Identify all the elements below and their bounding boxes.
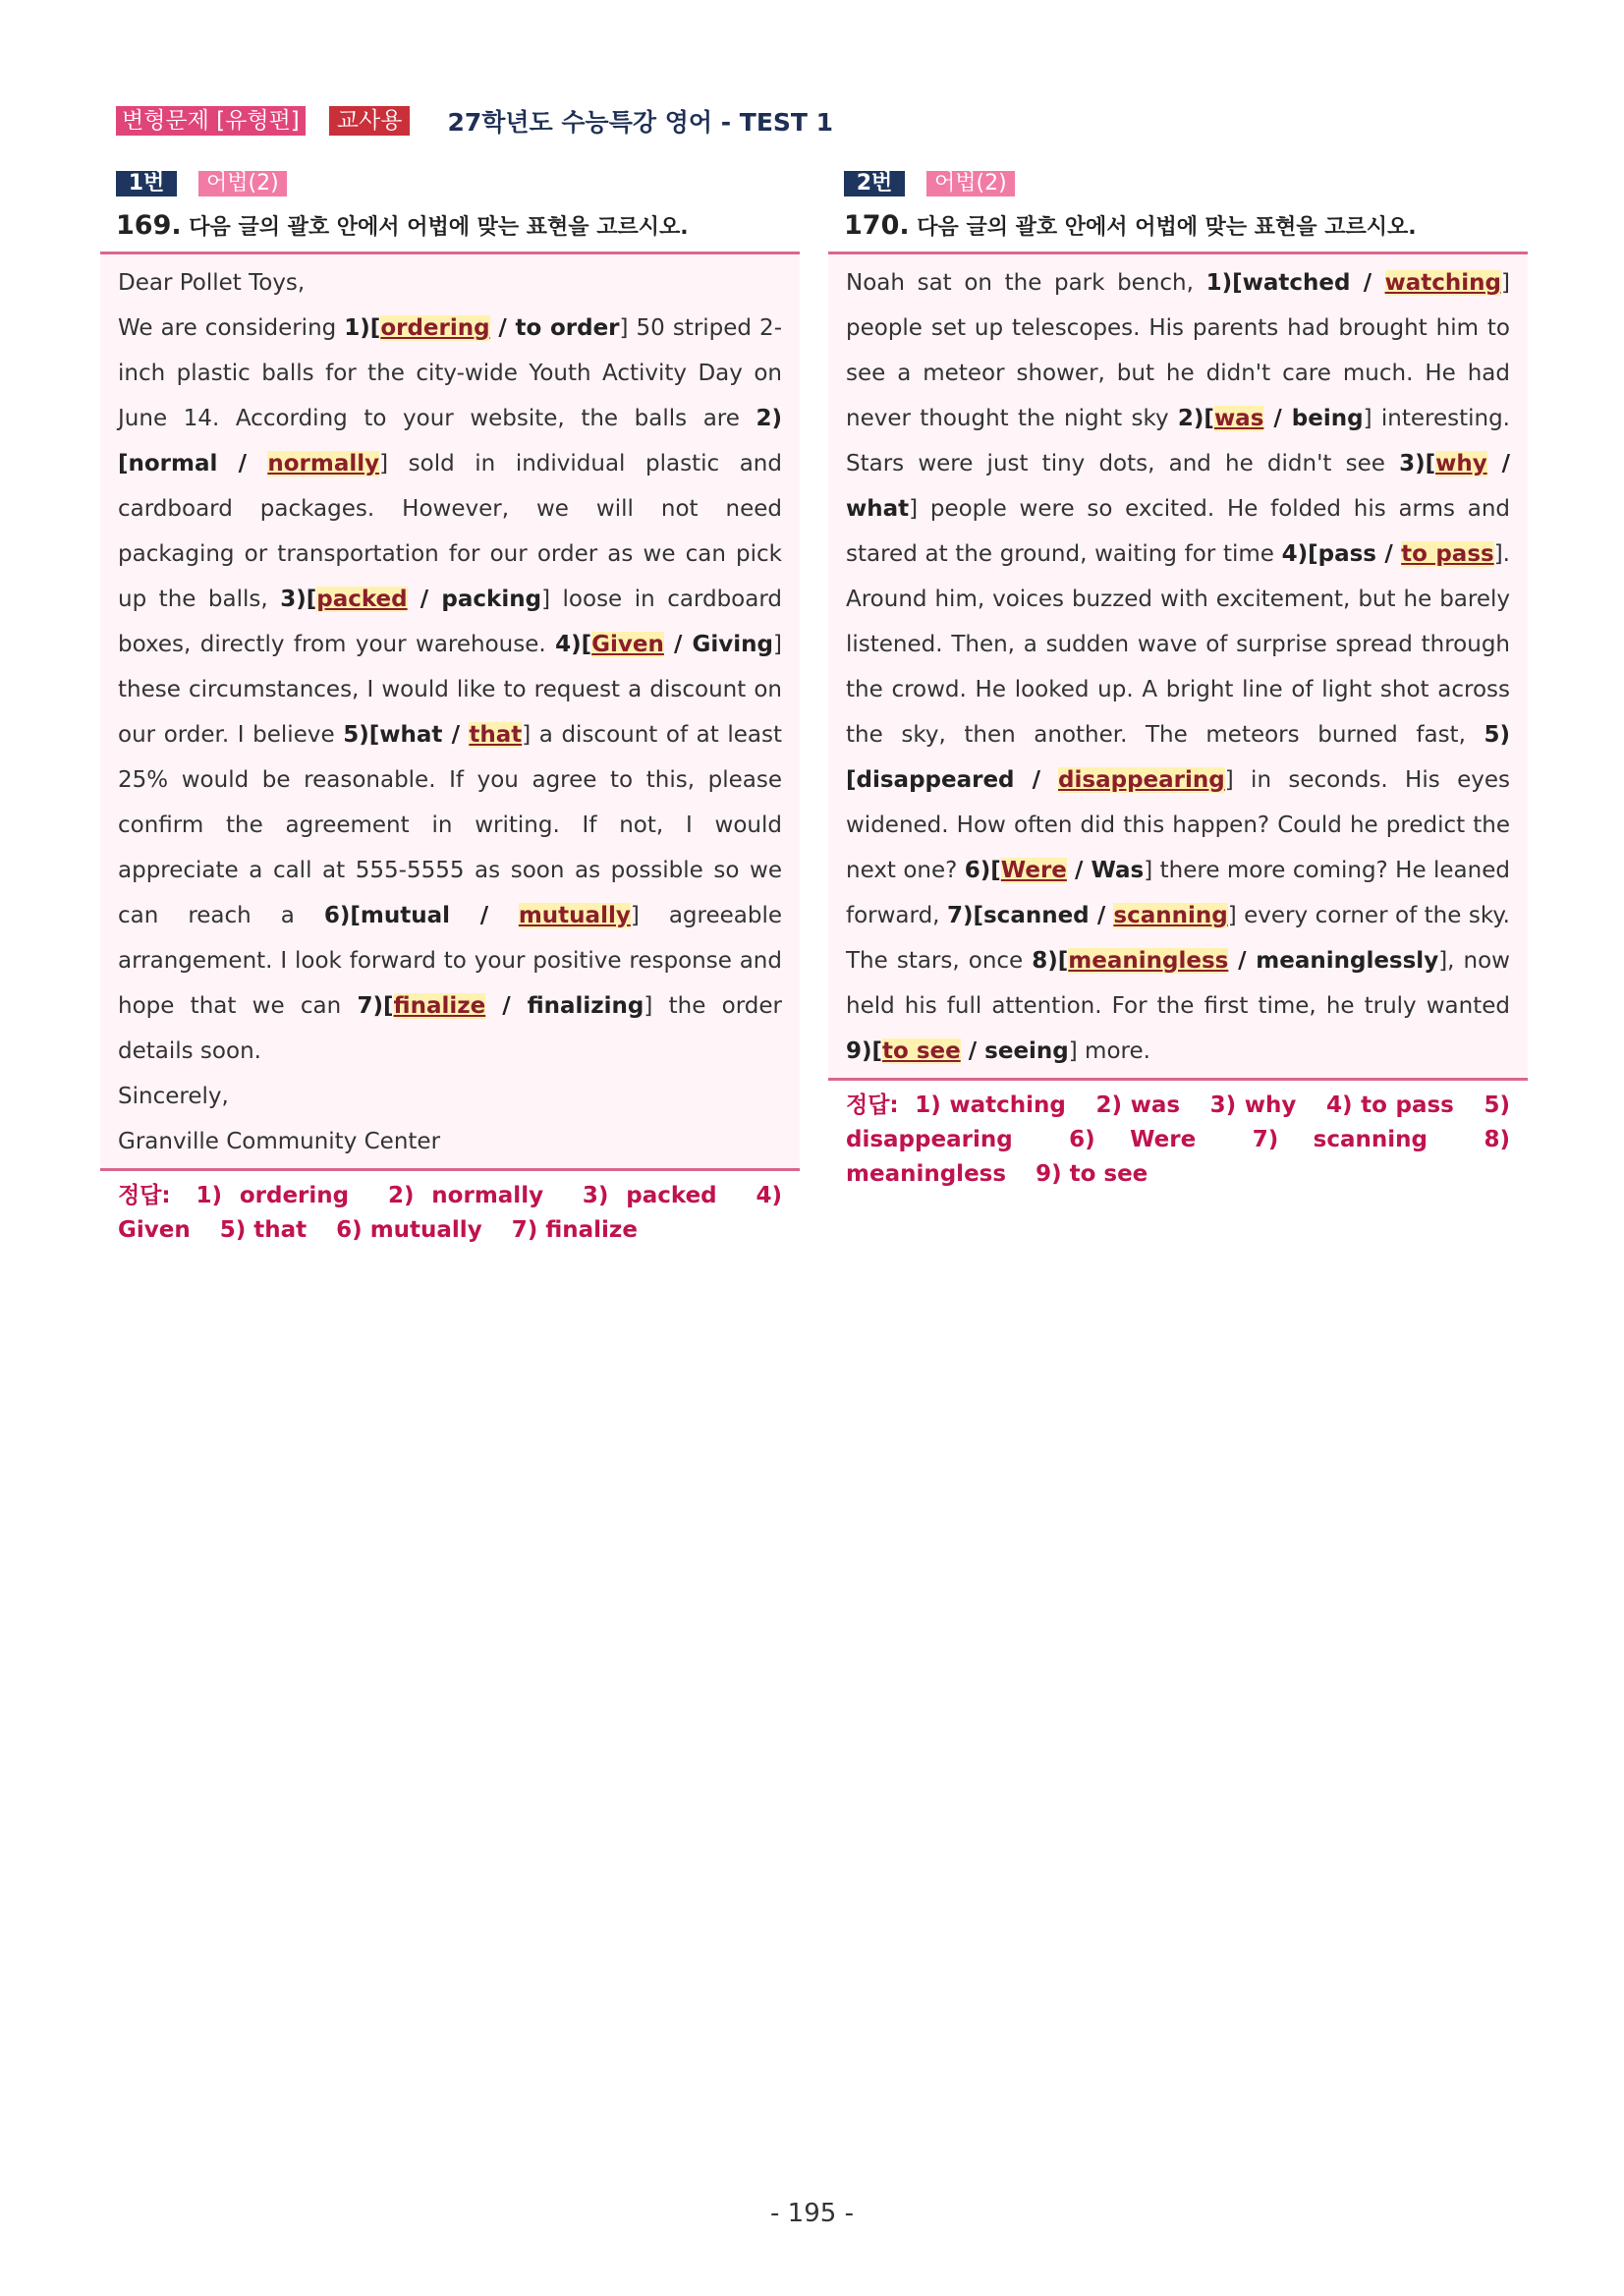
answer-label: 정답: [846,1092,899,1118]
answer-item: 5) that [219,1217,308,1243]
passage-text: Noah sat on the park bench, 1)[watched / watching] people set up telescopes. His parents had brought him to see a meteor shower, but he didn't care much. He had never thought the night sky 2)[was / being] interesting. Stars were just tiny dots, and he didn't see 3)[why / what] people were so excited. He folded his arms and stared at the ground, waiting for time 4)[pass / to pass]. Around him, voices buzzed with excitement, but he barely listened. Then, a sudden wave of surprise spread through the crowd. He looked up. A bright line of light shot across the sky, then another. The meteors burned fast, 5)[disappeared / disappearing] in seconds. His eyes widened. How often did this happen? Could he predict the next one? 6)[Were / Was] there more coming? He leaned forward, 7)[scanned / scanning] every corner of the sky. The stars, once 8)[meaningless / meaninglessly], now held his full attention. For the first time, he truly wanted 9)[to see / seeing] more. [846,270,1511,1064]
passage-text: We are considering 1)[ordering / to order] 50 striped 2-inch plastic balls for the city-wide Youth Activity Day on June 14. According to your website, the balls are 2)[normal / normally] sold in individual plastic and cardboard packages. However, we will not need packaging or transportation for our order as we can pick up the balls, 3)[packed / packing] loose in cardboard boxes, directly from your warehouse. 4)[Given / Giving] these circumstances, I would like to request a discount on our order. I believe 5)[what / that] a discount of at least 25% would be reasonable. If you agree to this, please confirm the agreement in writing. If not, I would appreciate a call at 555-5555 as soon as possible so we can reach a 6)[mutual / mutually] agreeable arrangement. I look forward to your positive response and hope that we can 7)[finalize / finalizing] the order details soon. [118,315,783,1064]
answer-item: 3) why [1209,1092,1297,1118]
page-header [116,104,833,138]
answer-item: 5) disappearing [846,1092,1510,1152]
answer-item: 2) normally [387,1183,544,1208]
question-type-tag: 어법(2) [926,171,1015,196]
passage-text: Sincerely, [118,1084,229,1109]
question-169 [100,169,800,1248]
question-title [116,206,800,246]
answer-item: 4) Given [118,1183,782,1243]
answer-key [100,1168,800,1248]
answer-item: 6) Were [1069,1127,1197,1152]
answer-item: 2) was [1095,1092,1181,1118]
question-tags [116,169,800,198]
question-number: 170. [844,210,910,241]
question-instruction: 다음 글의 괄호 안에서 어법에 맞는 표현을 고르시오. [917,215,1417,240]
question-number-tag: 2번 [844,171,905,196]
question-instruction: 다음 글의 괄호 안에서 어법에 맞는 표현을 고르시오. [189,215,689,240]
passage-box [828,252,1528,1078]
answer-item: 6) mutually [336,1217,482,1243]
answer-key [828,1078,1528,1192]
passage-box [100,252,800,1168]
passage-text: Granville Community Center [118,1129,441,1154]
category-tag: 변형문제 [유형편] [116,106,306,136]
answer-item: 7) scanning [1252,1127,1428,1152]
answer-item: 4) to pass [1326,1092,1454,1118]
page-number: - 195 - [770,2199,854,2228]
answer-item: 3) packed [582,1183,717,1208]
answer-item: 1) watching [915,1092,1066,1118]
question-type-tag: 어법(2) [198,171,287,196]
question-tags [844,169,1528,198]
answer-item: 1) ordering [196,1183,350,1208]
answer-item: 8) meaningless [846,1127,1510,1187]
document-title: 27학년도 수능특강 영어 - TEST 1 [447,108,834,137]
answer-item: 7) finalize [511,1217,638,1243]
answer-item: 9) to see [1036,1161,1148,1187]
question-title [844,206,1528,246]
question-number: 169. [116,210,182,241]
passage-text: Dear Pollet Toys, [118,270,306,296]
question-number-tag: 1번 [116,171,177,196]
answer-label: 정답: [118,1183,171,1208]
teacher-tag: 교사용 [329,106,411,136]
question-170 [828,169,1528,1192]
